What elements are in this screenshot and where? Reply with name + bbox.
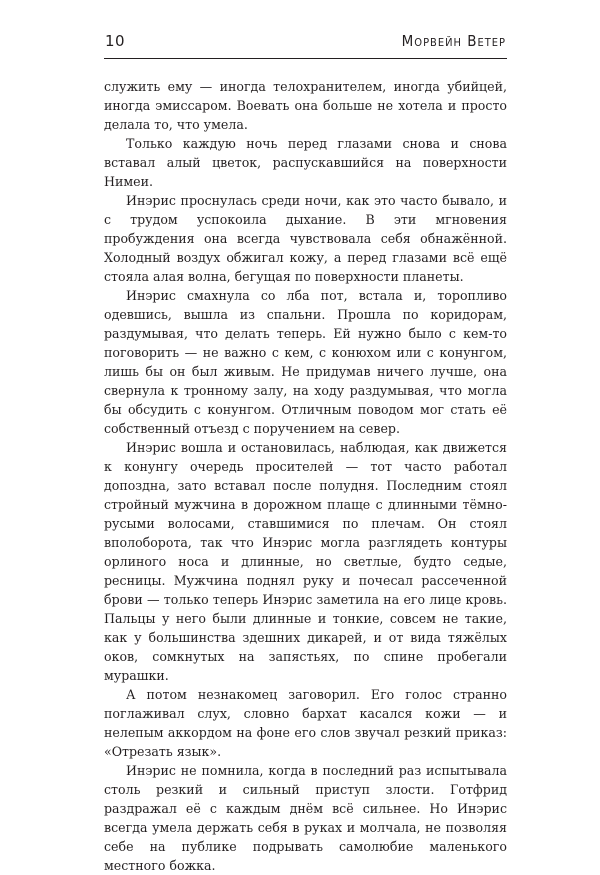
paragraph: Инэрис не помнила, когда в последний раз испытывала столь резкий и сильный приступ злости. Готфрид раздражал её с каждым днём всё сильнее. Но Инэрис всегда умела держать себя в руках и молчала, не позволяя себе на публике подрывать самолюбие маленького местного божка. — [104, 763, 507, 873]
page-header — [104, 32, 507, 54]
paragraph: А потом незнакомец заговорил. Его голос странно поглаживал слух, словно бархат касался кожи — и нелепым аккордом на фоне его слов звучал резкий приказ: «Отрезать язык». — [104, 687, 507, 759]
paragraph: Инэрис смахнула со лба пот, встала и, торопливо одевшись, вышла из спальни. Прошла по коридорам, раздумывая, что делать теперь. Ей нужно было с кем-то поговорить — не важно с кем, с конюхом или с конунгом, лишь бы он был живым. Не придумав ничего лучше, она свернула к тронному залу, на ходу раздумывая, что могла бы обсудить с конунгом. Отличным поводом мог стать её собственный отъезд с поручением на север. — [104, 288, 507, 436]
running-title: Морвейн Ветер — [401, 32, 506, 50]
header-rule — [104, 58, 507, 59]
paragraph: Только каждую ночь перед глазами снова и снова вставал алый цветок, распускавшийся на поверхности Нимеи. — [104, 136, 507, 189]
paragraph: Инэрис проснулась среди ночи, как это часто бывало, и с трудом успокоила дыхание. В эти мгновения пробуждения она всегда чувствовала себя обнажённой. Холодный воздух обжигал кожу, а перед глазами всё ещё стояла алая волна, бегущая по поверхности планеты. — [104, 193, 507, 284]
paragraph: Инэрис вошла и остановилась, наблюдая, как движется к конунгу очередь просителей — тот часто работал допоздна, зато вставал после полудня. Последним стоял стройный мужчина в дорожном плаще с длинными тёмно-русыми волосами, ставшимися по плечам. Он стоял вполоборота, так что Инэрис могла разглядеть контуры орлиного носа и длинные, но светлые, будто седые, ресницы. Мужчина поднял руку и почесал рассеченной брови — только теперь Инэрис заметила на его лице кровь. Пальцы у него были длинные и тонкие, совсем не такие, как у большинства здешних дикарей, и от вида тяжёлых оков, сомкнутых на запястьях, по спине пробегали мурашки. — [104, 440, 507, 683]
paragraph: служить ему — иногда телохранителем, иногда убийцей, иногда эмиссаром. Воевать она больше не хотела и просто делала то, что умела. — [104, 79, 507, 132]
body-text — [104, 77, 507, 875]
book-page — [104, 32, 507, 875]
page-number: 10 — [105, 32, 126, 50]
